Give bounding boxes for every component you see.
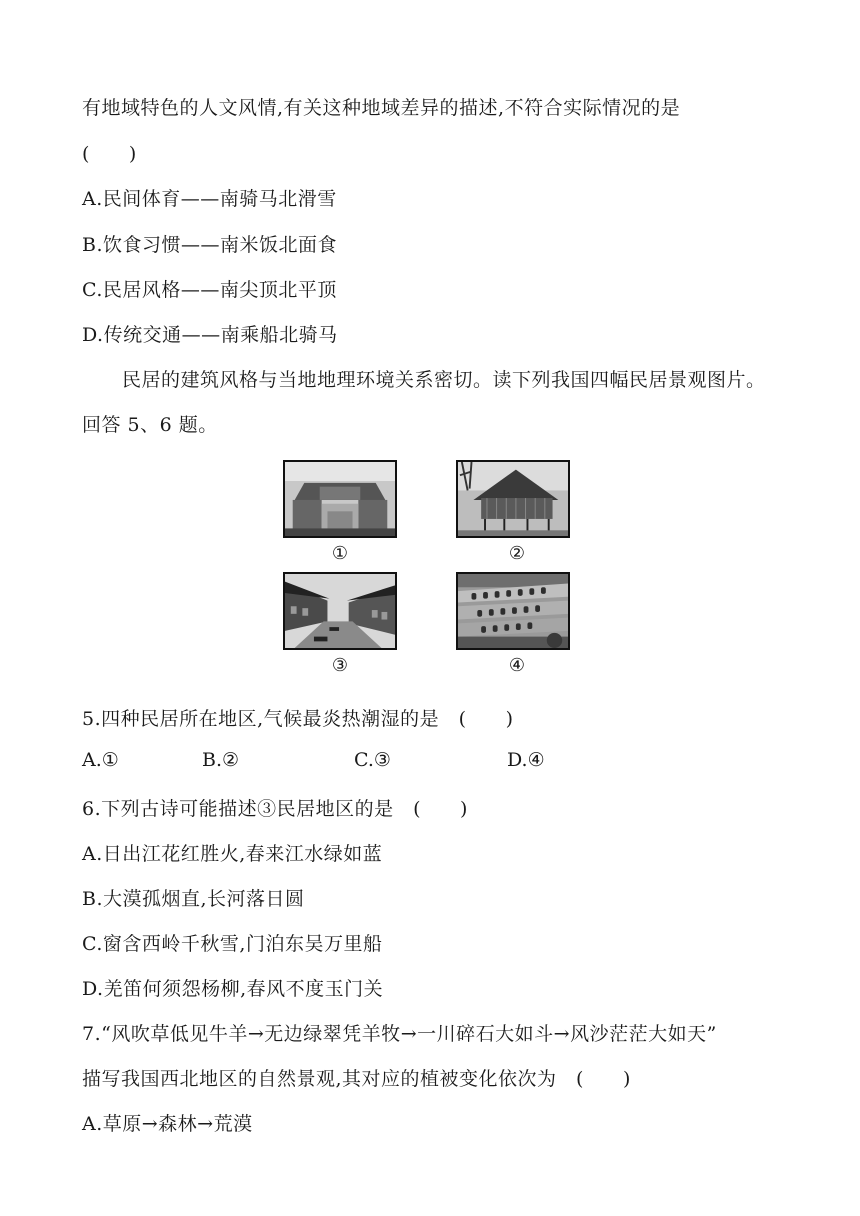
q6-option-a: A.日出江花红胜火,春来江水绿如蓝 — [82, 843, 383, 865]
q7-option-a: A.草原→森林→荒漠 — [82, 1113, 253, 1135]
q5-option-b: B.② — [202, 749, 240, 771]
q4-option-d: D.传统交通——南乘船北骑马 — [82, 324, 338, 346]
photo-1-courtyard-house — [283, 460, 397, 538]
q6-stem: 6.下列古诗可能描述③民居地区的是 ( ) — [82, 798, 468, 820]
photo-3-water-town — [283, 572, 397, 650]
q5-option-a: A.① — [82, 749, 119, 771]
caption-3: ③ — [331, 655, 349, 676]
q4-option-a: A.民间体育——南骑马北滑雪 — [82, 188, 337, 210]
q6-option-c: C.窗含西岭千秋雪,门泊东吴万里船 — [82, 933, 383, 955]
q5-option-c: C.③ — [354, 749, 391, 771]
q5-stem: 5.四种民居所在地区,气候最炎热潮湿的是 ( ) — [82, 708, 514, 730]
photo-4-cave-dwellings — [456, 572, 570, 650]
q7-stem-line-1: 7.“风吹草低见牛羊→无边绿翠凭羊牧→一川碎石大如斗→风沙茫茫大如天” — [82, 1023, 717, 1045]
q6-option-d: D.羌笛何须怨杨柳,春风不度玉门关 — [82, 978, 384, 1000]
q5-option-d: D.④ — [507, 749, 545, 771]
intro-line-1: 民居的建筑风格与当地地理环境关系密切。读下列我国四幅民居景观图片。 — [122, 369, 766, 391]
caption-2: ② — [508, 543, 526, 564]
q4-bracket: ( ) — [82, 143, 137, 165]
q4-option-c: C.民居风格——南尖顶北平顶 — [82, 279, 337, 301]
q4-stem: 有地域特色的人文风情,有关这种地域差异的描述,不符合实际情况的是 — [82, 97, 681, 119]
q7-stem-line-2: 描写我国西北地区的自然景观,其对应的植被变化依次为 ( ) — [82, 1068, 631, 1090]
photo-2-stilt-house — [456, 460, 570, 538]
q6-option-b: B.大漠孤烟直,长河落日圆 — [82, 888, 305, 910]
intro-line-2: 回答 5、6 题。 — [82, 414, 218, 436]
caption-1: ① — [331, 543, 349, 564]
caption-4: ④ — [508, 655, 526, 676]
q4-option-b: B.饮食习惯——南米饭北面食 — [82, 234, 338, 256]
